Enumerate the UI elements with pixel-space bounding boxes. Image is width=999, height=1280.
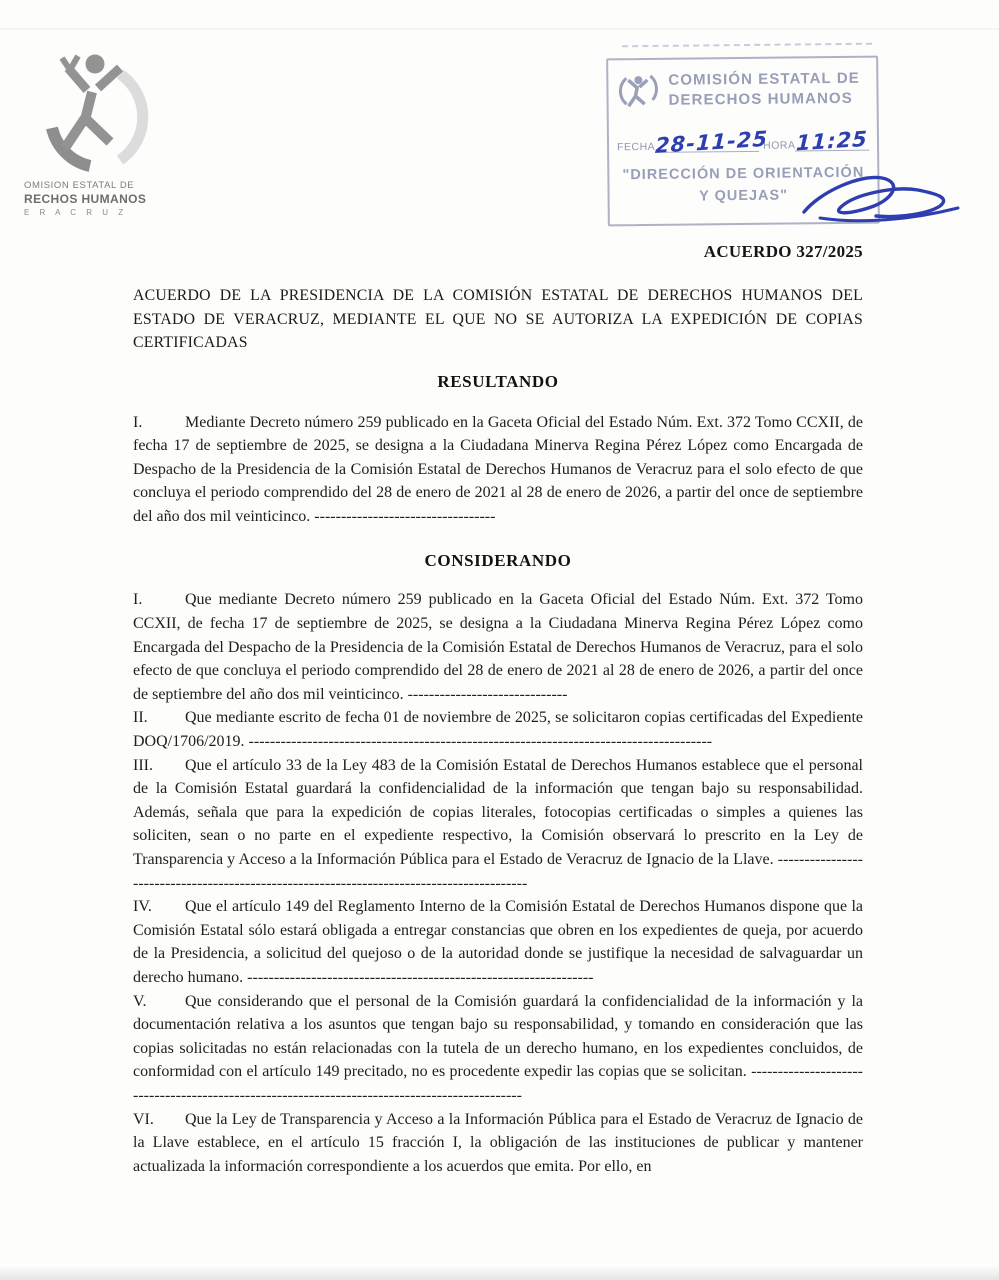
considerando-item-2-text: Que mediante escrito de fecha 01 de noviembre de 2025, se solicitaron copias certificadas del Expediente DOQ/1706/2019. --------------------------------------------------------------------------------------- [133, 709, 863, 751]
considerando-item-6-text: Que la Ley de Transparencia y Acceso a la Información Pública para el Estado de Veracruz de Ignacio de la Llave establece, en el artículo 15 fracción I, la obligación de las instituciones de publicar y mantener actualizada la información correspondiente a los acuerdos que emita. Por ello, en [133, 1110, 863, 1175]
considerando-item-5 [133, 990, 863, 1108]
acuerdo-number: ACUERDO 327/2025 [703, 242, 863, 261]
stamp-org-line2: DERECHOS HUMANOS [668, 89, 853, 109]
considerando-item-1-text: Que mediante Decreto número 259 publicado en la Gaceta Oficial del Estado Núm. Ext. 372 Tomo CCXII, de fecha 17 de septiembre de 2025, se designa a la Ciudadana Minerva Regina Pérez López como Encargada del Despacho de la Presidencia de la Comisión Estatal de Derechos Humanos de Veracruz, para el solo efecto de que concluya el periodo comprendido del 28 de enero de 2021 al 28 de enero de 2026, a partir del once de septiembre del año dos mil veinticinco. ------------------------------ [133, 591, 863, 703]
considerando-item-2-numeral: II. [133, 709, 148, 727]
fecha-label: FECHA [616, 140, 656, 154]
considerando-item-6-numeral: VI. [133, 1110, 154, 1128]
handwritten-date: 28-11-25 [654, 126, 769, 158]
document-content [133, 0, 863, 1178]
considerando-item-5-text: Que considerando que el personal de la Comisión guardará la confidencialidad de la información y la documentación relativa a los asuntos que tengan bajo su responsabilidad, y tomando en consideración que las copias solicitadas no están relacionadas con la tutela de un derecho humano, en los expedientes concluidos, de conformidad con el artículo 149 precitado, no es procedente expedir las copias que se solicitan. ---------------------------------------------------------------------------------------------- [133, 992, 863, 1104]
considerando-item-1-numeral: I. [133, 591, 143, 609]
document-title: ACUERDO DE LA PRESIDENCIA DE LA COMISIÓN ESTATAL DE DERECHOS HUMANOS DEL ESTADO DE VERACRUZ, MEDIANTE EL QUE NO SE AUTORIZA LA EXPEDICIÓN DE COPIAS CERTIFICADAS [133, 287, 863, 351]
logo-caption-line2: RECHOS HUMANOS [24, 191, 147, 206]
considerando-item-4-numeral: IV. [133, 898, 152, 916]
resultando-heading: RESULTANDO [437, 371, 559, 391]
resultando-item-1-numeral: I. [133, 413, 143, 431]
considerando-item-5-numeral: V. [133, 992, 147, 1010]
logo-caption-line3: E R A C R U Z [24, 207, 128, 217]
resultando-item-1-text: Mediante Decreto número 259 publicado en la Gaceta Oficial del Estado Núm. Ext. 372 Tomo CCXII, de fecha 17 de septiembre de 2025, se designa a la Ciudadana Minerva Regina Pérez López como Encargada de Despacho de la Presidencia de la Comisión Estatal de Derechos Humanos de Veracruz para el solo efecto de que concluya el periodo comprendido del 28 de enero de 2021 al 28 de enero de 2026, a partir del once de septiembre del año dos mil veinticinco. ---------------------------------- [133, 413, 863, 525]
stamp-department-line1: "DIRECCIÓN DE ORIENTACIÓN [622, 164, 865, 184]
resultando-item-1 [133, 411, 863, 529]
stamp-department-line2: Y QUEJAS" [699, 187, 789, 205]
considerando-item-3-text: Que el artículo 33 de la Ley 483 de la Comisión Estatal de Derechos Humanos establece que el personal de la Comisión Estatal guardará la confidencialidad de la información que tengan bajo su responsabilidad. Además, señala que para la expedición de copias literales, fotocopias certificadas o simples a quienes las soliciten, sean o no parte en el expediente respectivo, la Comisión observará lo prescrito en la Ley de Transparencia y Acceso a la Información Pública para el Estado de Veracruz de Ignacio de la Llave. ------------------------------------------------------------------------------------------ [133, 756, 863, 892]
considerando-heading: CONSIDERANDO [424, 551, 572, 571]
considerando-item-4 [133, 895, 863, 989]
considerando-item-2 [133, 706, 863, 753]
logo-caption-line1: OMISION ESTATAL DE [24, 180, 135, 191]
considerando-item-3 [133, 754, 863, 896]
considerando-item-6 [133, 1108, 863, 1179]
hora-label: HORA [763, 139, 796, 152]
considerando-item-1 [133, 588, 863, 706]
considerando-item-4-text: Que el artículo 149 del Reglamento Interno de la Comisión Estatal de Derechos Humanos dispone que la Comisión Estatal sólo estará obligada a entregar constancias que obren en los expedientes de queja, por acuerdo de la Presidencia, a solicitud del quejoso o de la autoridad donde se justifique la necesidad de salvaguardar un derecho humano. ----------------------------------------------------------------- [133, 898, 863, 986]
stamp-org-line1: COMISIÓN ESTATAL DE [668, 69, 860, 89]
handwritten-time: 11:25 [795, 126, 869, 156]
considerando-item-3-numeral: III. [133, 756, 153, 774]
